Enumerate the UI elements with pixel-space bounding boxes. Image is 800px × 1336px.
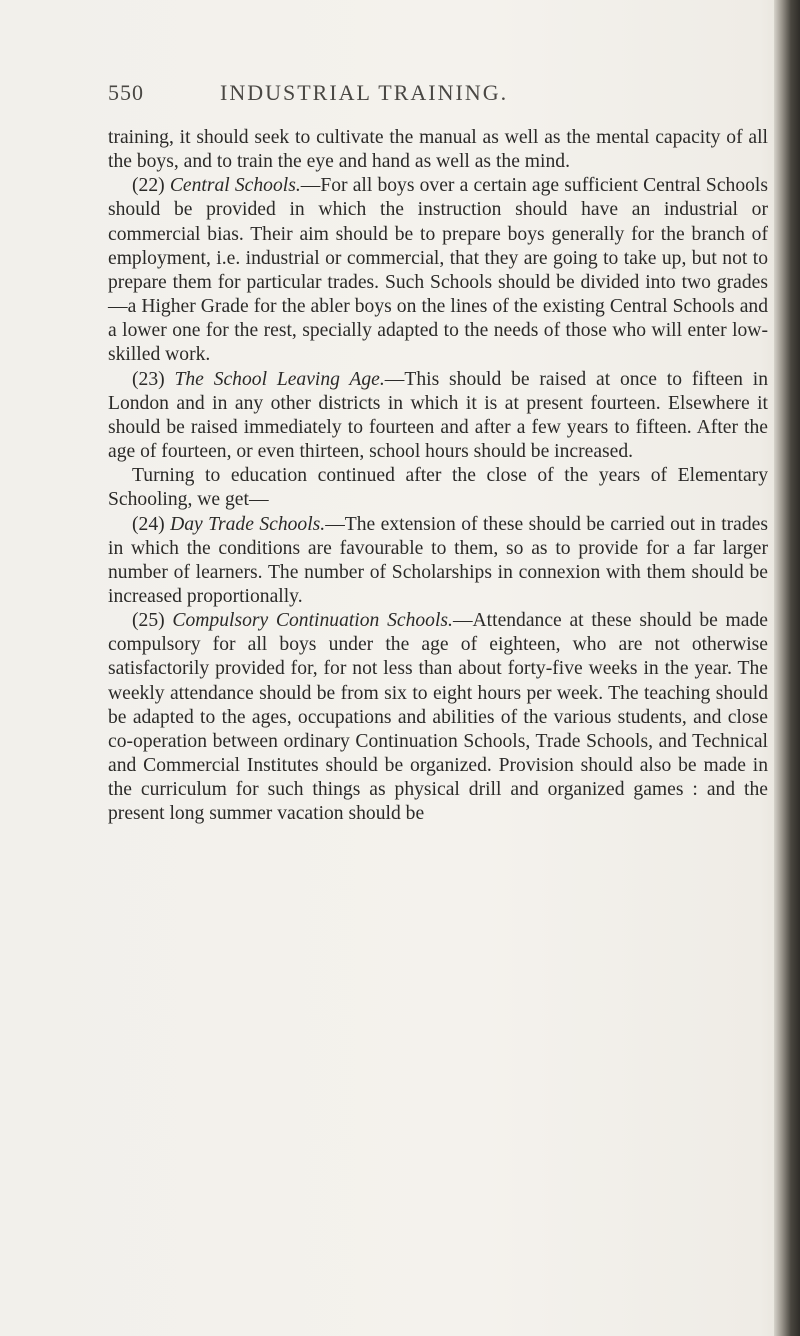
- paragraph-text: Turning to education continued after the close of the years of Elementary Schooling, we get—: [108, 465, 768, 511]
- paragraph-heading: The School Leaving Age.: [174, 368, 385, 390]
- paragraph-text: —The extension of these should be carried out in trades in which the conditions are favourable to them, so as to provide for a far larger number of learners. The number of Scholarships in connexion with them should be increased proportionally.: [108, 513, 768, 607]
- paragraph-number: (25): [132, 610, 165, 632]
- body-text: [108, 126, 768, 827]
- running-head: [108, 80, 640, 110]
- paragraph-heading: Day Trade Schools.: [170, 513, 326, 535]
- paragraph-continued: [108, 126, 768, 174]
- paragraph-continuation-schools: [108, 609, 768, 826]
- binding-gutter: [774, 0, 800, 1336]
- paragraph-text: —For all boys over a certain age sufficient Central Schools should be provided in which the instruction should have an industrial or commercial bias. Their aim should be to prepare boys generally for the branch of employment, i.e. industrial or commercial, that they are going to take up, but not to prepare them for particular trades. Such Schools should be divided into two grades—a Higher Grade for the abler boys on the lines of the existing Central Schools and a lower one for the rest, specially adapted to the needs of those who will enter low-skilled work.: [108, 175, 768, 366]
- paragraph-transition: [108, 464, 768, 512]
- paragraph-central-schools: [108, 174, 768, 367]
- page-number: 550: [108, 80, 144, 105]
- paragraph-day-trade-schools: [108, 513, 768, 610]
- paragraph-heading: Compulsory Continuation Schools.: [172, 610, 453, 632]
- paragraph-text: —This should be raised at once to fifteen in London and in any other districts in which it is at present fourteen. Elsewhere it should be raised immediately to fourteen and after a few years to fifteen. After the age of fourteen, or even thirteen, school hours should be increased.: [108, 368, 769, 463]
- paragraph-number: (24): [132, 513, 165, 535]
- paragraph-number: (23): [132, 368, 165, 390]
- running-title: INDUSTRIAL TRAINING.: [220, 80, 509, 105]
- paragraph-school-leaving-age: [108, 368, 768, 465]
- paragraph-heading: Central Schools.: [169, 175, 301, 197]
- paragraph-text: training, it should seek to cultivate the manual as well as the mental capacity of all the boys, and to train the eye and hand as well as the mind.: [108, 127, 768, 173]
- paragraph-number: (22): [132, 175, 165, 197]
- paragraph-text: —Attendance at these should be made compulsory for all boys under the age of eighteen, who are not otherwise satisfactorily provided for, for not less than about forty-five weeks in the year. The weekly attendance should be from six to eight hours per week. The teaching should be adapted to the ages, occupations and abilities of the various students, and close co-operation between ordinary Continuation Schools, Trade Schools, and Technical and Commercial Institutes should be organized. Provision should also be made in the curriculum for such things as physical drill and organized games : and the present long summer vacation should be: [108, 610, 768, 825]
